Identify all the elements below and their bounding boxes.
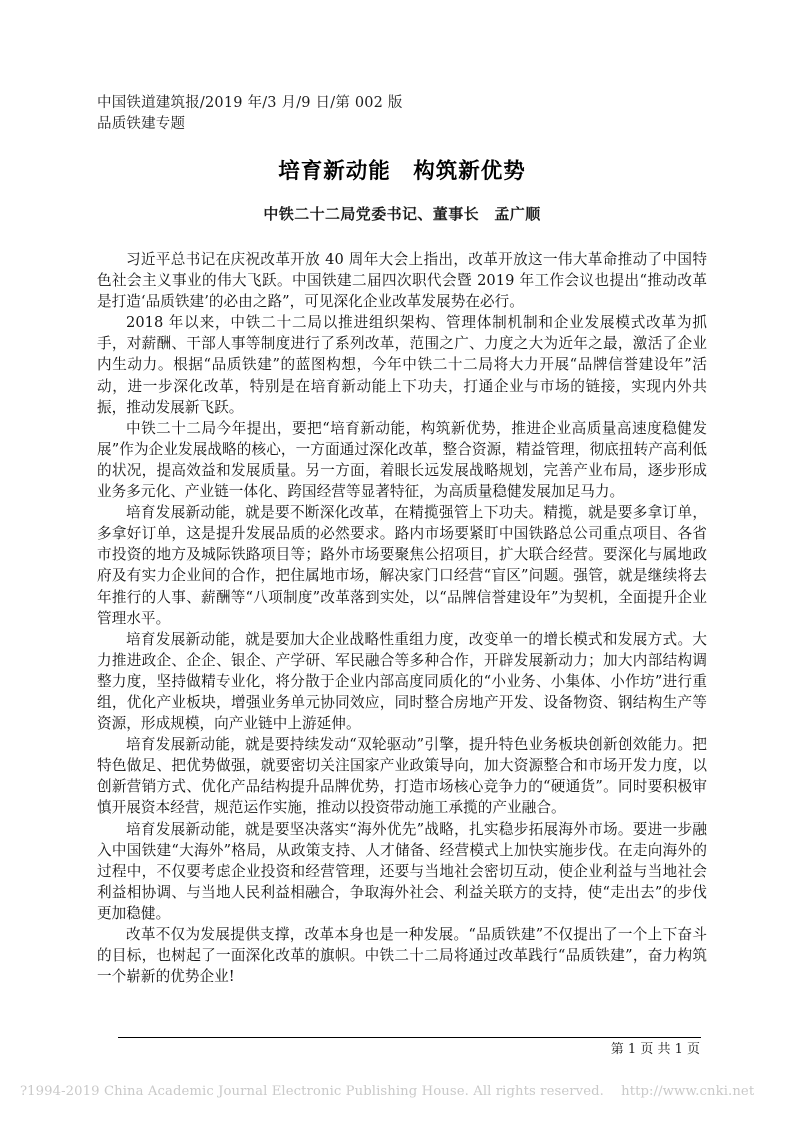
article-paragraph: 培育发展新动能，就是要不断深化改革，在精揽强管上下功夫。精揽，就是要多拿订单，多拿好订单，这是提升发展品质的必然要求。路内市场要紧盯中国铁路总公司重点项目、各省市投资的地方及城际铁路项目等；路外市场要聚焦公招项目，扩大联合经营。要深化与属地政府及有实力企业间的合作，把住属地市场，解决家门口经营“盲区”问题。强管，就是继续将去年推行的人事、薪酬等“八项制度”改革落到实处，以“品牌信誉建设年”为契机，全面提升企业管理水平。	[97, 504, 707, 627]
masthead	[97, 93, 707, 135]
article-body	[97, 249, 707, 987]
page-title: 培育新动能 构筑新优势	[278, 159, 526, 184]
article-paragraph: 培育发展新动能，就是要加大企业战略性重组力度，改变单一的增长模式和发展方式。大力推进政企、企企、银企、产学研、军民融合等多种合作，开辟发展新动力；加大内部结构调整力度，坚持做精专业化，将分散于企业内部高度同质化的“小业务、小集体、小作坊”进行重组，优化产业板块，增强业务单元协同效应，同时整合房地产开发、设备物资、钢结构生产等资源，形成规模，向产业链中上游延伸。	[97, 630, 707, 733]
article-paragraph: 改革不仅为发展提供支撑，改革本身也是一种发展。“品质铁建”不仅提出了一个上下奋斗的目标，也树起了一面深化改革的旗帜。中铁二十二局将通过改革践行“品质铁建”，奋力构筑一个崭新的优势企业!	[97, 926, 707, 986]
masthead-section-line: 品质铁建专题	[97, 116, 186, 132]
footer-divider	[118, 1037, 701, 1038]
cnki-copyright-notice: ?1994-2019 China Academic Journal Electronic Publishing House. All rights reserved. http://www.cnki.net	[20, 1084, 755, 1099]
masthead-source-line: 中国铁道建筑报/2019 年/3 月/9 日/第 002 版	[97, 95, 403, 111]
article-paragraph: 习近平总书记在庆祝改革开放 40 周年大会上指出，改革开放这一伟大革命推动了中国特色社会主义事业的伟大飞跃。中国铁建二届四次职代会暨 2019 年工作会议也提出“推动改革是打造‘品质铁建’的必由之路”，可见深化企业改革发展势在必行。	[97, 251, 707, 311]
article-paragraph: 培育发展新动能，就是要坚决落实“海外优先”战略，扎实稳步拓展海外市场。要进一步融入中国铁建“大海外”格局，从政策支持、人才储备、经营模式上加快实施步伐。在走向海外的过程中，不仅要考虑企业投资和经营管理，还要与当地社会密切互动，使企业利益与当地社会利益相协调、与当地人民利益相融合，争取海外社会、利益关联方的支持，使“走出去”的步伐更加稳健。	[97, 820, 707, 922]
page-number: 第 1 页 共 1 页	[610, 1042, 700, 1057]
article-paragraph: 培育发展新动能，就是要持续发动“双轮驱动”引擎，提升特色业务板块创新创效能力。把特色做足、把优势做强，就要密切关注国家产业政策导向，加大资源整合和市场开发力度，以创新营销方式、优化产品结构提升品牌优势，打造市场核心竞争力的“硬通货”。同时要积极审慎开展资本经营，规范运作实施，推动以投资带动施工承揽的产业融合。	[97, 736, 707, 817]
article-paragraph: 中铁二十二局今年提出，要把“培育新动能，构筑新优势，推进企业高质量高速度稳健发展”作为企业发展战略的核心，一方面通过深化改革，整合资源，精益管理，彻底扭转产高利低的状况，提高效益和发展质量。另一方面，着眼长远发展战略规划，完善产业布局，逐步形成业务多元化、产业链一体化、跨国经营等显著特征，为高质量稳健发展加足马力。	[97, 419, 707, 501]
article-paragraph: 2018 年以来，中铁二十二局以推进组织架构、管理体制机制和企业发展模式改革为抓手，对薪酬、干部人事等制度进行了系列改革，范围之广、力度之大为近年之最，激活了企业内生动力。根据“品质铁建”的蓝图构想，今年中铁二十二局将大力开展“品牌信誉建设年”活动，进一步深化改革，特别是在培育新动能上下功夫，打通企业与市场的链接，实现内外共振，推动发展新飞跃。	[97, 314, 707, 416]
author-byline: 中铁二十二局党委书记、董事长 孟广顺	[263, 205, 541, 223]
